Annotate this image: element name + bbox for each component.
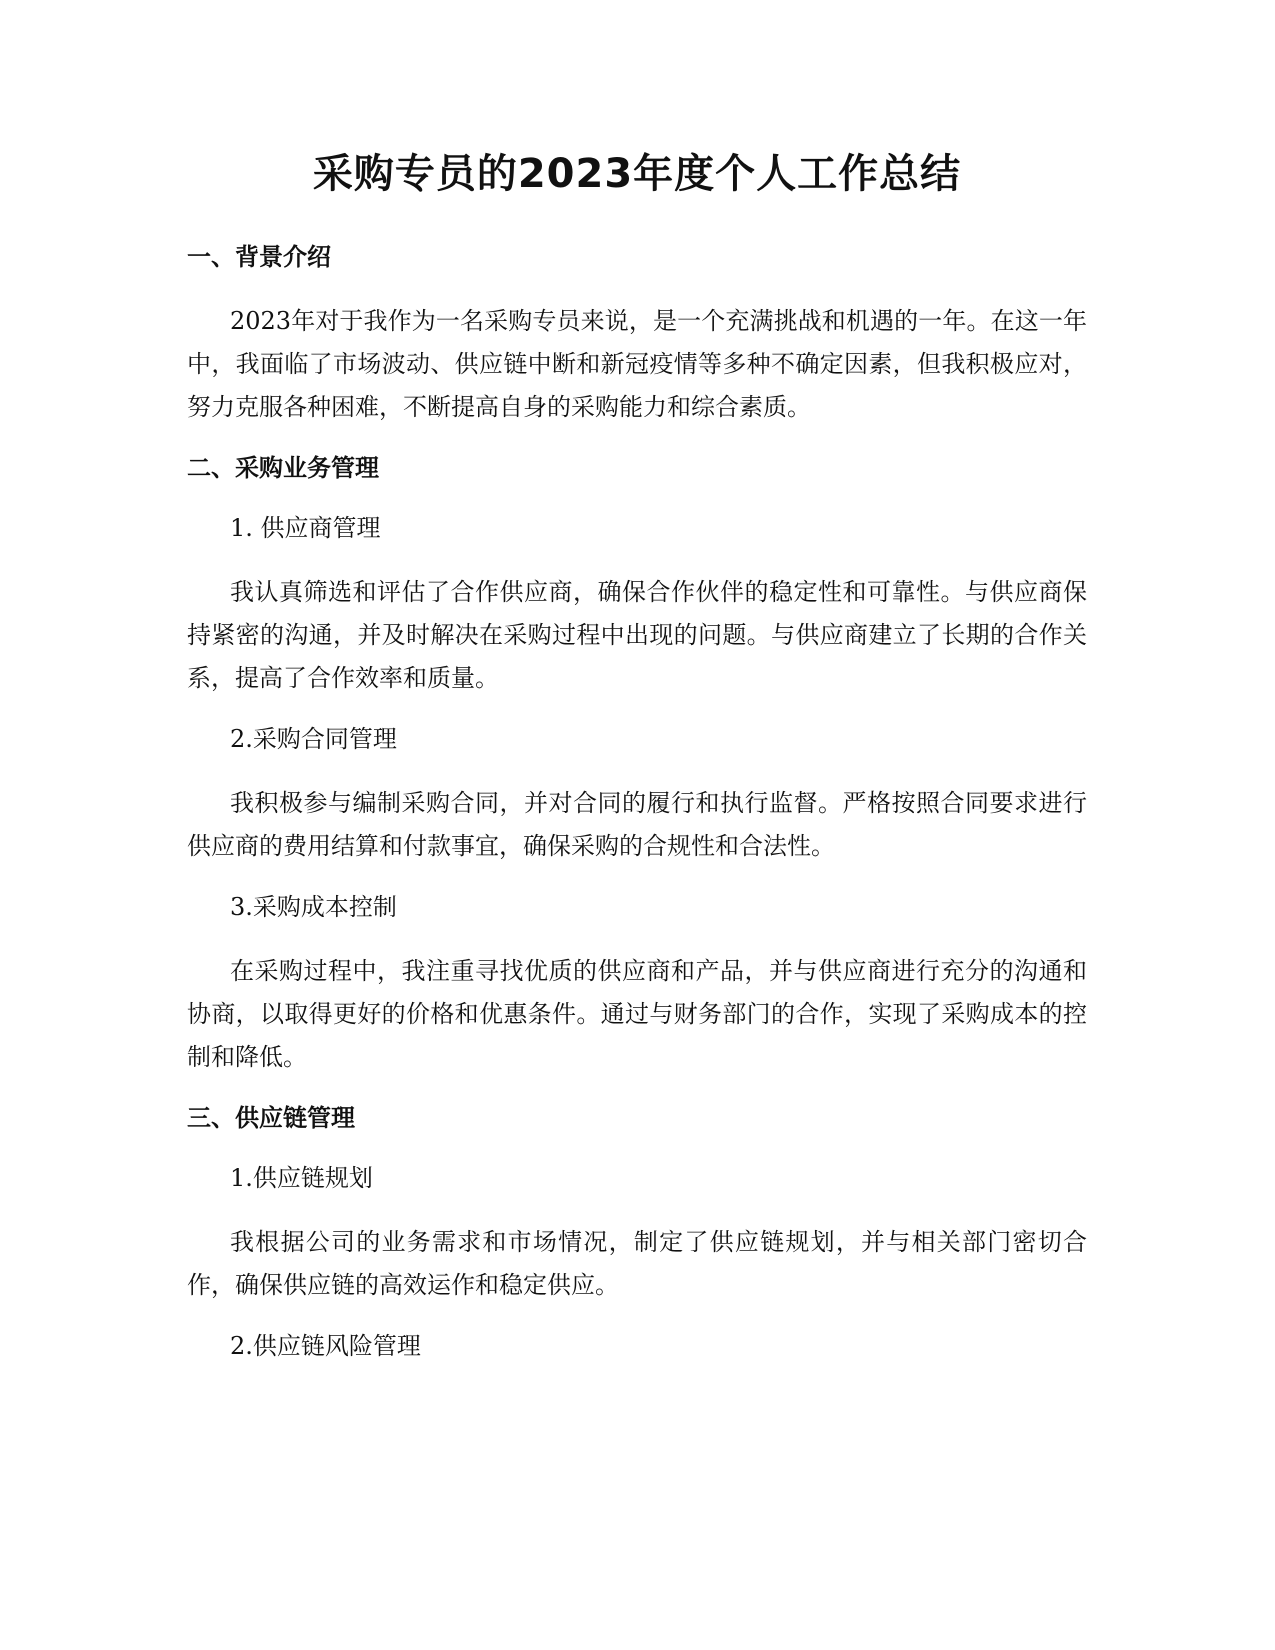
paragraph: 我积极参与编制采购合同，并对合同的履行和执行监督。严格按照合同要求进行供应商的费用结算和付款事宜，确保采购的合规性和合法性。 [187,789,1087,860]
section-procurement-management [187,451,1087,1079]
section-heading: 二、采购业务管理 [187,454,379,482]
subheading: 2.供应链风险管理 [230,1332,421,1360]
paragraph: 我认真筛选和评估了合作供应商，确保合作伙伴的稳定性和可靠性。与供应商保持紧密的沟通，并及时解决在采购过程中出现的问题。与供应商建立了长期的合作关系，提高了合作效率和质量。 [187,578,1087,692]
section-supply-chain-management [187,1101,1087,1363]
paragraph: 2023年对于我作为一名采购专员来说，是一个充满挑战和机遇的一年。在这一年中，我面临了市场波动、供应链中断和新冠疫情等多种不确定因素，但我积极应对，努力克服各种困难，不断提高自身的采购能力和综合素质。 [187,307,1087,421]
section-heading: 三、供应链管理 [187,1104,355,1132]
section-background [187,240,1087,429]
subheading: 1. 供应商管理 [230,514,381,542]
paragraph: 在采购过程中，我注重寻找优质的供应商和产品，并与供应商进行充分的沟通和协商，以取得更好的价格和优惠条件。通过与财务部门的合作，实现了采购成本的控制和降低。 [187,957,1087,1071]
subheading: 3.采购成本控制 [230,893,397,921]
paragraph: 我根据公司的业务需求和市场情况，制定了供应链规划，并与相关部门密切合作，确保供应链的高效运作和稳定供应。 [187,1228,1087,1299]
subheading: 1.供应链规划 [230,1164,373,1192]
subheading: 2.采购合同管理 [230,725,397,753]
document-title: 采购专员的2023年度个人工作总结 [312,151,962,197]
section-heading: 一、背景介绍 [187,243,331,271]
document-page [187,148,1087,1389]
